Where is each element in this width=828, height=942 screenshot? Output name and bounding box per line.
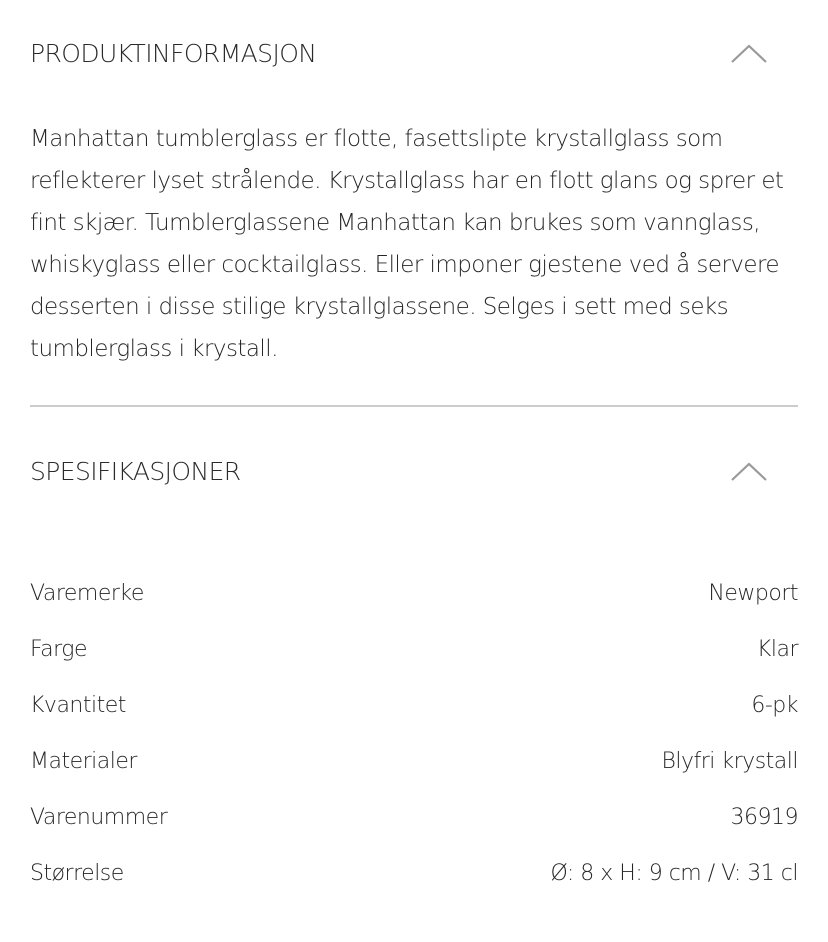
spec-label: Varenummer <box>30 805 168 830</box>
product-description: Manhattan tumblerglass er flotte, fasettslipte krystallglass som reflekterer lyset strålende. Krystallglass har en flott glans og sprer et fint skjær. Tumblerglassene Manhattan kan brukes som vannglass, whiskyglass eller cocktailglass. Eller imponer gjestene ved å servere desserten i disse stilige krystallglassene. Selges i sett med seks tumblerglass i krystall. <box>30 126 784 362</box>
spec-value: Klar <box>756 637 798 662</box>
spec-value: Blyfri krystall <box>661 749 798 774</box>
spec-label: Farge <box>30 637 88 662</box>
chevron-up-icon[interactable] <box>730 40 768 64</box>
specifications-title: SPESIFIKASJONER <box>30 457 241 486</box>
spec-row-brand <box>30 574 798 630</box>
spec-value: 6-pk <box>751 693 798 718</box>
section-divider <box>30 405 798 407</box>
product-info-title: PRODUKTINFORMASJON <box>30 39 317 68</box>
spec-row-materials <box>30 742 798 798</box>
spec-row-quantity <box>30 686 798 742</box>
spec-value: Newport <box>708 581 798 606</box>
specifications-header[interactable] <box>30 452 798 492</box>
chevron-up-icon[interactable] <box>730 458 768 482</box>
spec-row-item-number <box>30 798 798 854</box>
spec-row-size <box>30 854 798 910</box>
spec-row-color <box>30 630 798 686</box>
product-info-header[interactable] <box>30 34 798 74</box>
specifications-section <box>30 452 798 492</box>
spec-label: Kvantitet <box>30 693 126 718</box>
spec-label: Størrelse <box>30 861 124 886</box>
spec-label: Materialer <box>30 749 137 774</box>
spec-value: Ø: 8 x H: 9 cm / V: 31 cl <box>550 861 798 886</box>
spec-value: 36919 <box>730 805 798 830</box>
spec-label: Varemerke <box>30 581 144 606</box>
specifications-table <box>30 574 798 910</box>
